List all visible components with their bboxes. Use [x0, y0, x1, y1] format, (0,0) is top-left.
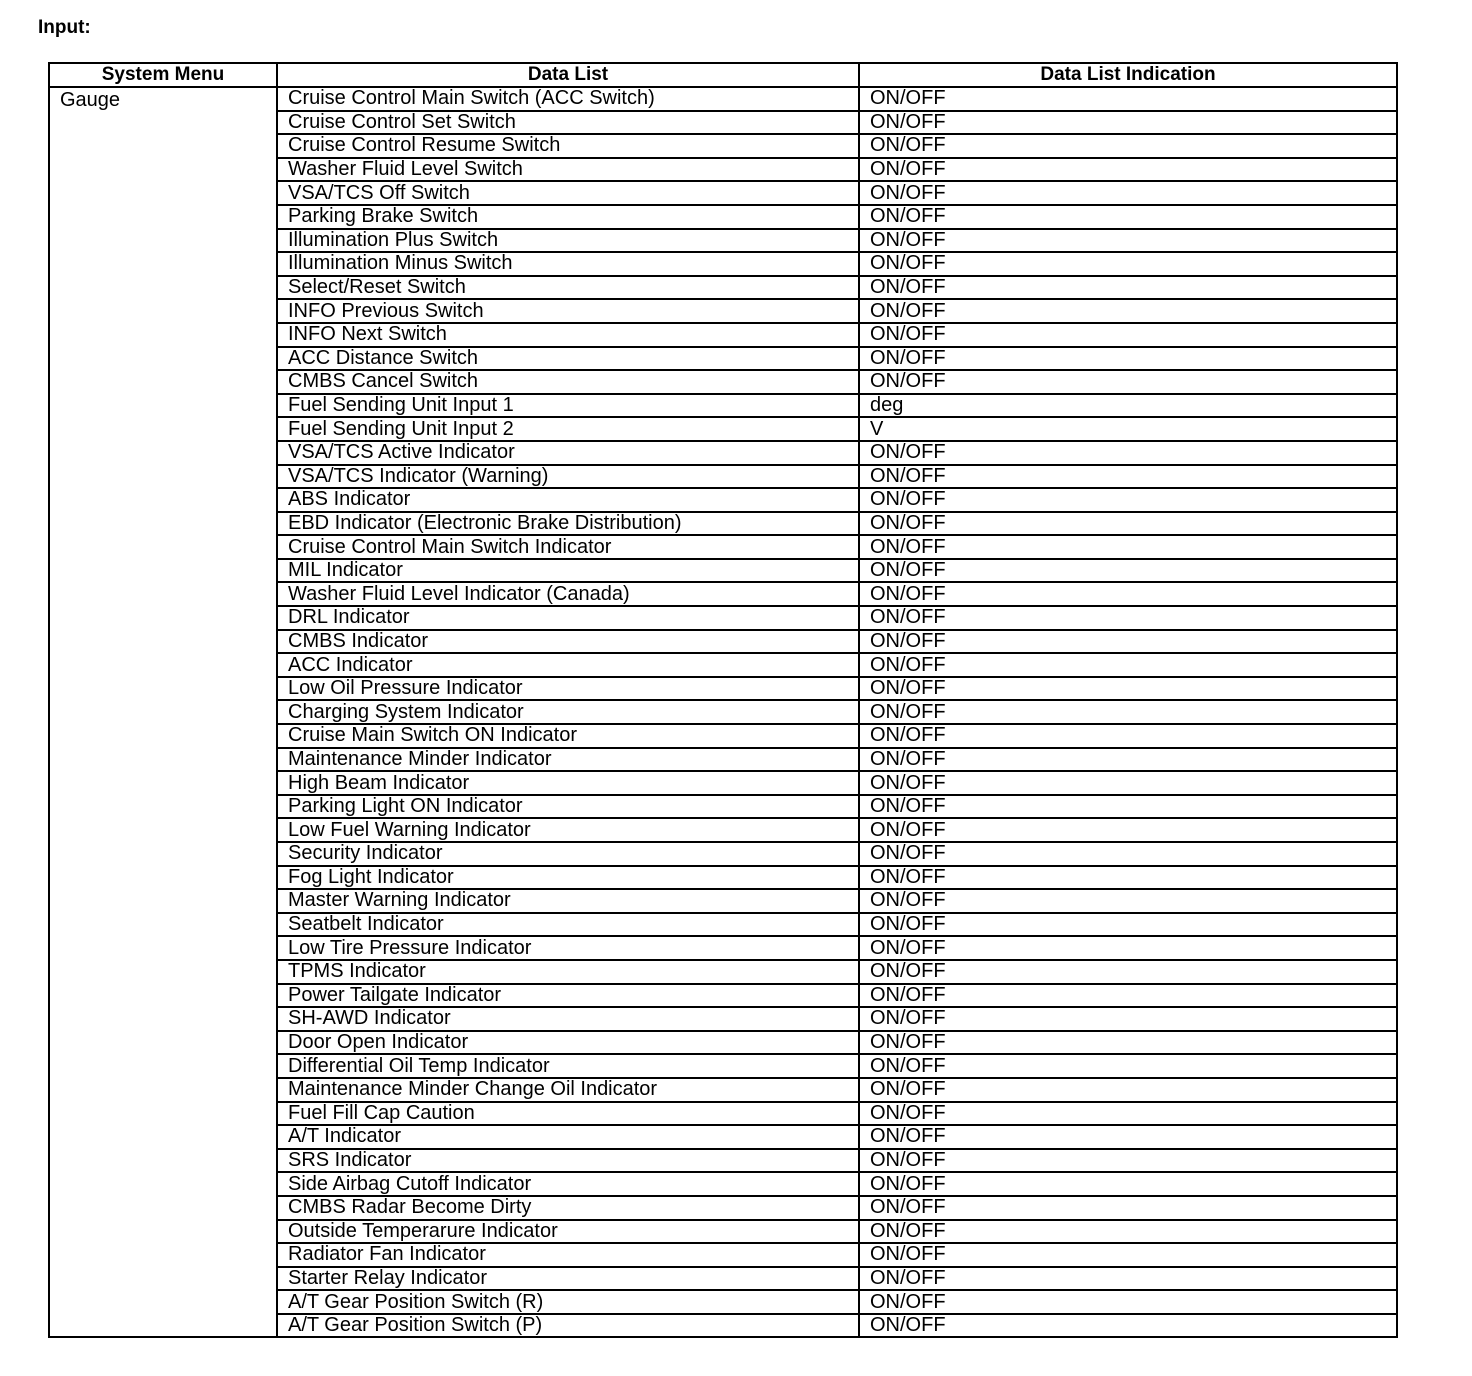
data-list-item-cell: Fog Light Indicator — [277, 866, 859, 890]
data-list-indication-cell: ON/OFF — [859, 984, 1397, 1008]
data-list-item-cell: Maintenance Minder Change Oil Indicator — [277, 1078, 859, 1102]
data-list-item-cell: Cruise Main Switch ON Indicator — [277, 724, 859, 748]
data-list-item-cell: Select/Reset Switch — [277, 276, 859, 300]
data-list-indication-cell: ON/OFF — [859, 866, 1397, 890]
data-list-indication-cell: ON/OFF — [859, 1243, 1397, 1267]
data-list-indication-cell: ON/OFF — [859, 1078, 1397, 1102]
data-list-indication-cell: ON/OFF — [859, 1125, 1397, 1149]
header-data-list-indication: Data List Indication — [859, 63, 1397, 87]
data-list-indication-cell: ON/OFF — [859, 582, 1397, 606]
data-list-indication-cell: ON/OFF — [859, 181, 1397, 205]
table-header-row — [49, 63, 1397, 87]
data-list-indication-cell: ON/OFF — [859, 630, 1397, 654]
data-list-item-cell: Cruise Control Set Switch — [277, 111, 859, 135]
data-list-indication-cell: ON/OFF — [859, 913, 1397, 937]
data-list-indication-cell: ON/OFF — [859, 205, 1397, 229]
data-list-item-cell: VSA/TCS Active Indicator — [277, 441, 859, 465]
data-list-item-cell: CMBS Cancel Switch — [277, 370, 859, 394]
data-list-indication-cell: ON/OFF — [859, 512, 1397, 536]
data-list-item-cell: Differential Oil Temp Indicator — [277, 1054, 859, 1078]
data-list-item-cell: Outside Temperarure Indicator — [277, 1220, 859, 1244]
data-list-item-cell: Washer Fluid Level Indicator (Canada) — [277, 582, 859, 606]
data-list-indication-cell: ON/OFF — [859, 1054, 1397, 1078]
data-list-indication-cell: ON/OFF — [859, 1031, 1397, 1055]
data-list-item-cell: Low Tire Pressure Indicator — [277, 936, 859, 960]
data-list-indication-cell: ON/OFF — [859, 724, 1397, 748]
data-list-indication-cell: ON/OFF — [859, 134, 1397, 158]
data-list-indication-cell: ON/OFF — [859, 1149, 1397, 1173]
section-heading: Input: — [38, 17, 91, 38]
data-list-indication-cell: ON/OFF — [859, 889, 1397, 913]
data-list-item-cell: Side Airbag Cutoff Indicator — [277, 1172, 859, 1196]
data-list-item-cell: Cruise Control Main Switch (ACC Switch) — [277, 87, 859, 111]
data-list-indication-cell: ON/OFF — [859, 87, 1397, 111]
data-list-indication-cell: ON/OFF — [859, 441, 1397, 465]
data-list-item-cell: A/T Gear Position Switch (P) — [277, 1314, 859, 1338]
data-list-item-cell: Maintenance Minder Indicator — [277, 748, 859, 772]
data-list-indication-cell: ON/OFF — [859, 1220, 1397, 1244]
data-list-item-cell: SH-AWD Indicator — [277, 1007, 859, 1031]
data-list-item-cell: CMBS Radar Become Dirty — [277, 1196, 859, 1220]
data-list-item-cell: High Beam Indicator — [277, 771, 859, 795]
data-list-item-cell: Washer Fluid Level Switch — [277, 158, 859, 182]
data-list-indication-cell: ON/OFF — [859, 606, 1397, 630]
data-list-item-cell: Parking Brake Switch — [277, 205, 859, 229]
data-list-indication-cell: ON/OFF — [859, 111, 1397, 135]
data-list-indication-cell: ON/OFF — [859, 818, 1397, 842]
data-list-item-cell: VSA/TCS Indicator (Warning) — [277, 465, 859, 489]
system-menu-cell: Gauge — [49, 87, 277, 1337]
data-list-item-cell: CMBS Indicator — [277, 630, 859, 654]
header-data-list: Data List — [277, 63, 859, 87]
data-list-item-cell: TPMS Indicator — [277, 960, 859, 984]
data-list-indication-cell: ON/OFF — [859, 276, 1397, 300]
data-list-indication-cell: ON/OFF — [859, 1290, 1397, 1314]
data-list-indication-cell: ON/OFF — [859, 842, 1397, 866]
data-list-indication-cell: ON/OFF — [859, 299, 1397, 323]
table-body — [49, 87, 1397, 1337]
data-list-indication-cell: ON/OFF — [859, 936, 1397, 960]
data-list-indication-cell: ON/OFF — [859, 370, 1397, 394]
data-list-indication-cell: ON/OFF — [859, 465, 1397, 489]
data-list-indication-cell: ON/OFF — [859, 1007, 1397, 1031]
data-list-indication-cell: ON/OFF — [859, 700, 1397, 724]
data-list-indication-cell: V — [859, 417, 1397, 441]
data-list-item-cell: ACC Distance Switch — [277, 347, 859, 371]
data-list-indication-cell: ON/OFF — [859, 1102, 1397, 1126]
data-list-item-cell: SRS Indicator — [277, 1149, 859, 1173]
data-list-item-cell: Low Fuel Warning Indicator — [277, 818, 859, 842]
data-list-item-cell: ACC Indicator — [277, 653, 859, 677]
data-list-item-cell: Low Oil Pressure Indicator — [277, 677, 859, 701]
data-list-indication-cell: ON/OFF — [859, 1314, 1397, 1338]
header-system-menu: System Menu — [49, 63, 277, 87]
data-list-indication-cell: ON/OFF — [859, 323, 1397, 347]
data-list-item-cell: INFO Next Switch — [277, 323, 859, 347]
data-list-item-cell: A/T Indicator — [277, 1125, 859, 1149]
data-list-indication-cell: deg — [859, 394, 1397, 418]
data-list-item-cell: ABS Indicator — [277, 488, 859, 512]
data-list-indication-cell: ON/OFF — [859, 771, 1397, 795]
data-list-item-cell: Radiator Fan Indicator — [277, 1243, 859, 1267]
data-list-indication-cell: ON/OFF — [859, 653, 1397, 677]
data-list-item-cell: Power Tailgate Indicator — [277, 984, 859, 1008]
data-list-indication-cell: ON/OFF — [859, 795, 1397, 819]
data-list-item-cell: INFO Previous Switch — [277, 299, 859, 323]
data-list-item-cell: Master Warning Indicator — [277, 889, 859, 913]
data-list-item-cell: Parking Light ON Indicator — [277, 795, 859, 819]
data-list-item-cell: A/T Gear Position Switch (R) — [277, 1290, 859, 1314]
data-list-indication-cell: ON/OFF — [859, 960, 1397, 984]
data-list-item-cell: Security Indicator — [277, 842, 859, 866]
data-list-item-cell: Cruise Control Resume Switch — [277, 134, 859, 158]
data-list-item-cell: Fuel Sending Unit Input 2 — [277, 417, 859, 441]
data-list-indication-cell: ON/OFF — [859, 347, 1397, 371]
data-list-indication-cell: ON/OFF — [859, 252, 1397, 276]
data-list-table — [48, 62, 1398, 1338]
data-list-indication-cell: ON/OFF — [859, 229, 1397, 253]
data-list-item-cell: Starter Relay Indicator — [277, 1267, 859, 1291]
data-list-indication-cell: ON/OFF — [859, 677, 1397, 701]
data-list-indication-cell: ON/OFF — [859, 559, 1397, 583]
data-list-item-cell: Charging System Indicator — [277, 700, 859, 724]
table-row — [49, 87, 1397, 111]
data-list-indication-cell: ON/OFF — [859, 748, 1397, 772]
data-list-indication-cell: ON/OFF — [859, 1267, 1397, 1291]
data-list-item-cell: Seatbelt Indicator — [277, 913, 859, 937]
data-list-item-cell: Door Open Indicator — [277, 1031, 859, 1055]
data-list-item-cell: Cruise Control Main Switch Indicator — [277, 535, 859, 559]
data-list-indication-cell: ON/OFF — [859, 158, 1397, 182]
data-list-indication-cell: ON/OFF — [859, 1172, 1397, 1196]
data-list-item-cell: VSA/TCS Off Switch — [277, 181, 859, 205]
data-list-item-cell: MIL Indicator — [277, 559, 859, 583]
data-list-item-cell: Illumination Minus Switch — [277, 252, 859, 276]
data-list-indication-cell: ON/OFF — [859, 535, 1397, 559]
data-list-item-cell: DRL Indicator — [277, 606, 859, 630]
data-list-indication-cell: ON/OFF — [859, 1196, 1397, 1220]
data-list-item-cell: EBD Indicator (Electronic Brake Distribution) — [277, 512, 859, 536]
data-list-indication-cell: ON/OFF — [859, 488, 1397, 512]
data-list-item-cell: Illumination Plus Switch — [277, 229, 859, 253]
data-list-item-cell: Fuel Sending Unit Input 1 — [277, 394, 859, 418]
data-list-item-cell: Fuel Fill Cap Caution — [277, 1102, 859, 1126]
data-list-table-container — [48, 62, 1396, 1338]
